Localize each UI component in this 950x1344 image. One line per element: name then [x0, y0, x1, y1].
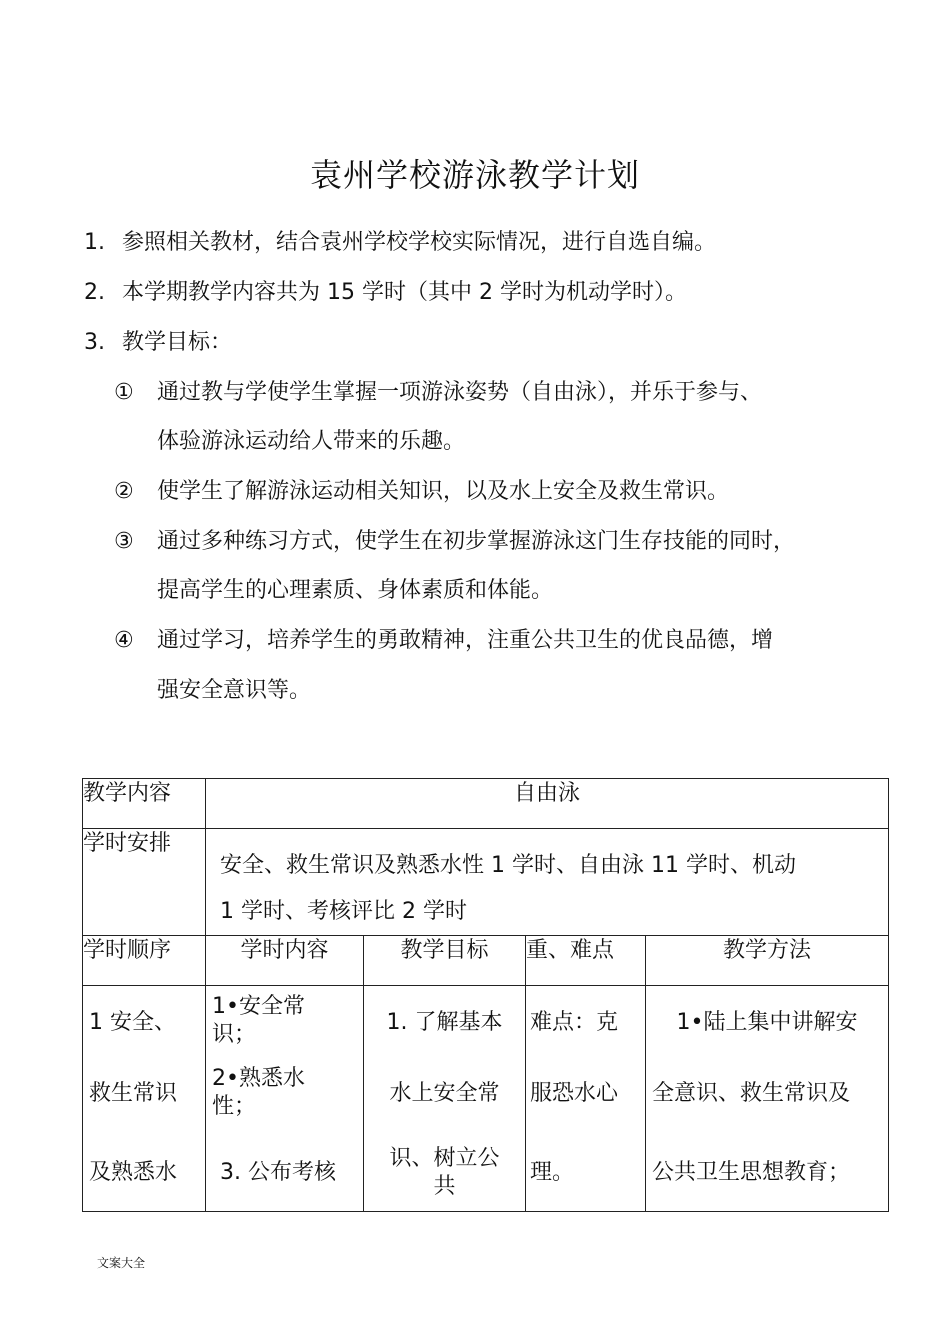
- cell-line: 2•熟悉水: [212, 1066, 305, 1091]
- goal-text: 通过教与学使学生掌握一项游泳姿势（自由泳），并乐于参与、: [157, 380, 763, 405]
- goal-text: 强安全意识等。: [157, 678, 312, 703]
- header-order: 学时顺序: [83, 936, 206, 986]
- cell-line: 及熟悉水: [89, 1160, 178, 1185]
- header-goal: 教学目标: [364, 936, 526, 986]
- goal-marker: ④: [114, 628, 134, 653]
- cell-line: 1. 了解基本: [386, 1010, 503, 1035]
- item-text: 教学目标：: [122, 330, 233, 355]
- content-value: 自由泳: [206, 779, 889, 829]
- header-method: 教学方法: [646, 936, 889, 986]
- cell-goal: [364, 986, 526, 1212]
- schedule-line: 1 学时、考核评比 2 学时: [220, 899, 467, 924]
- header-difficulty: 重、难点: [526, 936, 646, 986]
- cell-line: 水上安全常: [389, 1081, 500, 1106]
- cell-line: 理。: [530, 1160, 575, 1185]
- schedule-label: 学时安排: [83, 829, 206, 936]
- item-number: 1.: [84, 230, 105, 255]
- document-title: 袁州学校游泳教学计划: [309, 156, 640, 194]
- cell-line: 3. 公布考核: [220, 1160, 336, 1185]
- goal-marker: ③: [114, 529, 134, 554]
- cell-order: [83, 986, 206, 1212]
- table-row: [83, 986, 889, 1212]
- goal-text: 通过多种练习方式，使学生在初步掌握游泳这门生存技能的同时，: [157, 529, 796, 554]
- item-number: 2.: [84, 280, 105, 305]
- cell-line: 全意识、救生常识及: [652, 1081, 851, 1106]
- goal-text: 提高学生的心理素质、身体素质和体能。: [157, 578, 554, 603]
- item-number: 3.: [84, 330, 105, 355]
- goal-marker: ①: [114, 380, 134, 405]
- cell-line: 救生常识: [89, 1081, 178, 1106]
- cell-line: 1 安全、: [89, 1010, 176, 1035]
- content-label: 教学内容: [83, 779, 206, 829]
- goal-marker: ②: [114, 479, 134, 504]
- schedule-line: 安全、救生常识及熟悉水性 1 学时、自由泳 11 学时、机动: [220, 853, 796, 878]
- cell-line: 性；: [212, 1094, 257, 1119]
- table-header-row: [83, 936, 889, 986]
- item-text: 参照相关教材，结合袁州学校学校实际情况，进行自选自编。: [122, 230, 717, 255]
- cell-line: 识；: [212, 1022, 257, 1047]
- cell-line: 1•陆上集中讲解安: [676, 1010, 858, 1035]
- table-row: [83, 779, 889, 829]
- schedule-value: [206, 829, 889, 936]
- cell-method: [646, 986, 889, 1212]
- header-content: 学时内容: [206, 936, 364, 986]
- goal-text: 使学生了解游泳运动相关知识，以及水上安全及救生常识。: [157, 479, 730, 504]
- cell-line: 共: [433, 1174, 456, 1199]
- goal-text: 体验游泳运动给人带来的乐趣。: [157, 429, 466, 454]
- teaching-plan-table: [82, 778, 889, 1212]
- cell-line: 公共卫生思想教育；: [652, 1160, 851, 1185]
- goal-text: 通过学习，培养学生的勇敢精神，注重公共卫生的优良品德，增: [157, 628, 774, 653]
- footer-text: 文案大全: [97, 1256, 146, 1270]
- item-text: 本学期教学内容共为 15 学时（其中 2 学时为机动学时）。: [122, 280, 687, 305]
- cell-line: 识、树立公: [389, 1146, 500, 1171]
- cell-line: 1•安全常: [212, 994, 305, 1019]
- table-row: [83, 829, 889, 936]
- cell-difficulty: [526, 986, 646, 1212]
- cell-line: 难点：克: [530, 1010, 619, 1035]
- cell-content: [206, 986, 364, 1212]
- cell-line: 服恐水心: [530, 1081, 619, 1106]
